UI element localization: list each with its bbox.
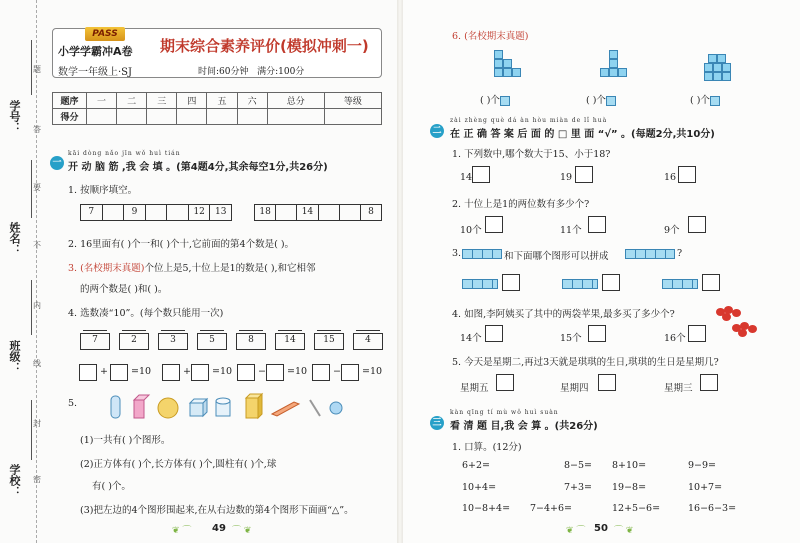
section-3-title: 看 清 题 目,我 会 算 。(共26分) [450, 421, 598, 432]
check-box[interactable] [485, 325, 503, 342]
calc-item[interactable]: 16−6−3= [688, 503, 737, 514]
subject-label: 数学一年级上·SJ [58, 67, 133, 78]
number-card-value: 14 [284, 335, 296, 345]
leaf-icon: ⌒ ❦ [232, 526, 252, 536]
student-id-label: 学号： [8, 100, 21, 133]
unit-cube-icon [710, 96, 720, 106]
fold-mark: 封 [33, 419, 41, 428]
answer-box[interactable] [237, 364, 255, 381]
option-label: 14 [460, 172, 473, 183]
score-header-cell: 总分 [267, 93, 324, 109]
number-card [80, 330, 110, 350]
section-3-badge: 三 [430, 416, 444, 430]
exam-time-score [198, 64, 304, 77]
check-box[interactable] [588, 216, 606, 233]
section-3-pinyin: kàn qīng tí mù wǒ huì suàn [450, 409, 559, 416]
check-box[interactable] [575, 166, 593, 183]
fold-mark: 线 [33, 359, 41, 368]
block-option-icon [562, 279, 598, 289]
question-1-5: 5. [68, 398, 78, 409]
answer-box[interactable] [266, 364, 284, 381]
check-box[interactable] [472, 166, 490, 183]
cube-count-2 [586, 92, 616, 106]
equals-ten: =10 [212, 366, 233, 377]
question-1-5-3: (3)把左边的4个图形围起来,在从右边数的第4个图形下面画“△”。 [80, 505, 354, 516]
section-1-title: 开 动 脑 筋 ,我 会 填 。(第4题4分,其余每空1分,共26分) [68, 162, 328, 173]
score-header-cell: 一 [87, 93, 117, 109]
question-1-3-text: 个位上是5,十位上是1的数是( ),和它相邻 [144, 263, 316, 274]
check-box[interactable] [485, 216, 503, 233]
exam-title: 期末综合素养评价(模拟冲刺一) [160, 37, 369, 55]
check-box[interactable] [702, 274, 720, 291]
sequence-cell[interactable] [167, 205, 189, 220]
stick-icon [310, 400, 320, 416]
calc-item[interactable]: 8−5= [564, 460, 593, 471]
number-card-value: 8 [248, 335, 254, 345]
section-1-badge: 一 [50, 156, 64, 170]
score-table-header-row [53, 93, 382, 109]
question-2-1: 1. 下列数中,哪个数大于15、小于18? [452, 149, 611, 160]
score-cell[interactable] [207, 109, 237, 125]
question-1-4: 4. 选数凑“10”。(每个数只能用一次) [68, 308, 224, 319]
cube-stack-3 [704, 54, 734, 82]
school-blank[interactable] [31, 400, 32, 460]
leaf-icon: ⌒ ❦ [614, 526, 634, 536]
check-box[interactable] [598, 374, 616, 391]
score-header-cell: 四 [177, 93, 207, 109]
number-card [236, 330, 266, 350]
long-block-strip-icon [625, 249, 675, 259]
question-1-5-1: (1)一共有( )个图形。 [80, 435, 171, 446]
pink-cuboid-icon [134, 395, 149, 418]
question-1-5-2: (2)正方体有( )个,长方体有( )个,圆柱有( )个,球 [80, 459, 277, 470]
class-blank[interactable] [31, 280, 32, 335]
sequence-cell[interactable] [146, 205, 168, 220]
seal-line [36, 0, 37, 543]
question-1-3-cont: 的两个数是( )和( )。 [80, 284, 168, 295]
cube-count-1 [480, 92, 510, 106]
cube-icon [190, 399, 207, 416]
calc-item[interactable]: 12+5−6= [612, 503, 661, 514]
question-tag: 3. (名校期末真题) [68, 263, 145, 274]
sequence-cell: 12 [189, 205, 211, 220]
section-2-badge: 二 [430, 124, 444, 138]
pass-logo: PASS [85, 27, 125, 41]
answer-box[interactable] [79, 364, 97, 381]
operator: + [183, 366, 191, 377]
shapes-row [106, 392, 356, 422]
number-card [353, 330, 383, 350]
exam-full-score: 满分:100分 [257, 67, 305, 77]
question-6-tag: 6. (名校期末真题) [452, 31, 529, 42]
check-box[interactable] [688, 325, 706, 342]
block-strip-icon [462, 249, 502, 259]
sequence-box-2 [254, 204, 382, 221]
fold-mark: 内 [33, 301, 41, 310]
section-2-title: 在 正 确 答 案 后 面 的 □ 里 面 “√” 。(每题2分,共10分) [450, 129, 715, 140]
answer-box[interactable] [341, 364, 359, 381]
leaf-icon: ❦ ⌒ [566, 526, 586, 536]
answer-box[interactable] [191, 364, 209, 381]
fold-mark: 题 [33, 65, 41, 74]
equals-ten: =10 [287, 366, 308, 377]
cube-stack-2 [600, 50, 630, 80]
check-box[interactable] [588, 325, 606, 342]
option-label: 10个 [460, 225, 482, 236]
answer-box[interactable] [110, 364, 128, 381]
answer-box[interactable] [162, 364, 180, 381]
calc-item[interactable]: 10+7= [688, 482, 723, 493]
check-box[interactable] [602, 274, 620, 291]
cube-stack-1 [494, 50, 524, 80]
calc-item[interactable]: 7−4+6= [530, 503, 573, 514]
check-box[interactable] [496, 374, 514, 391]
section-1-pinyin: kāi dòng nǎo jīn wǒ huì tián [68, 150, 181, 157]
unit-cube-icon [606, 96, 616, 106]
sequence-cell: 8 [368, 207, 374, 217]
student-id-blank[interactable] [31, 40, 32, 95]
score-cell[interactable] [324, 109, 381, 125]
sequence-cell: 13 [215, 207, 227, 217]
question-3-1: 1. 口算。(12分) [452, 442, 522, 453]
score-header-cell: 等级 [324, 93, 381, 109]
number-card-value: 15 [323, 335, 335, 345]
equals-ten: =10 [362, 366, 383, 377]
leaf-icon: ❦ ⌒ [172, 526, 192, 536]
question-1-1: 1. 按顺序填空。 [68, 185, 138, 196]
fold-mark: 不 [33, 241, 41, 250]
number-card-value: 3 [170, 335, 176, 345]
cube-count-blank[interactable]: ( )个 [690, 95, 710, 106]
question-1-5-2b: 有( )个。 [92, 481, 131, 492]
section-2-pinyin: zài zhèng què dá àn hòu miàn de lǐ huà [450, 117, 608, 124]
score-cell[interactable] [237, 109, 267, 125]
question-2-3-num: 3. [452, 248, 462, 259]
number-card [158, 330, 188, 350]
sequence-cell: 18 [255, 205, 276, 220]
number-card [197, 330, 227, 350]
score-header-cell: 三 [147, 93, 177, 109]
fold-mark: 要 [33, 183, 41, 192]
sequence-cell[interactable] [319, 205, 340, 220]
option-label: 19 [560, 172, 573, 183]
cube-count-blank[interactable]: ( )个 [480, 95, 500, 106]
calc-item[interactable]: 6+2= [462, 460, 491, 471]
cube-count-3 [690, 92, 720, 106]
question-2-4: 4. 如图,李阿姨买了其中的两袋苹果,最多买了多少个? [452, 309, 675, 320]
sequence-cell: 9 [124, 205, 146, 220]
question-1-3 [68, 260, 316, 274]
cylinder-icon [216, 398, 230, 416]
score-header-cell: 六 [237, 93, 267, 109]
calc-item[interactable]: 19−8= [612, 482, 647, 493]
sequence-cell: 14 [297, 205, 318, 220]
right-page [400, 0, 800, 543]
option-label: 15个 [560, 333, 582, 344]
question-2-5: 5. 今天是星期二,再过3天就是琪琪的生日,琪琪的生日是星期几? [452, 357, 719, 368]
cube-count-blank[interactable]: ( )个 [586, 95, 606, 106]
option-label: 9个 [664, 225, 680, 236]
score-header-cell: 二 [117, 93, 147, 109]
score-cell[interactable] [147, 109, 177, 125]
number-card [275, 330, 305, 350]
class-label: 班级： [8, 340, 21, 373]
number-card-value: 7 [92, 335, 98, 345]
number-card-value: 4 [365, 335, 371, 345]
flat-cuboid-icon [272, 402, 299, 416]
score-cell[interactable] [87, 109, 117, 125]
fold-mark: 答 [33, 125, 41, 134]
number-card [314, 330, 344, 350]
calc-item[interactable]: 10+4= [462, 482, 497, 493]
question-2-2: 2. 十位上是1的两位数有多少个? [452, 199, 590, 210]
check-box[interactable] [700, 374, 718, 391]
answer-box[interactable] [312, 364, 330, 381]
score-table-score-row [53, 109, 382, 125]
score-cell[interactable] [177, 109, 207, 125]
sequence-cell[interactable] [103, 205, 125, 220]
question-2-3-text: 和下面哪个图形可以拼成 [504, 251, 609, 262]
sphere-icon [158, 398, 178, 418]
exam-time: 时间:60分钟 [198, 67, 249, 77]
calc-item[interactable]: 10−8+4= [462, 503, 511, 514]
check-box[interactable] [502, 274, 520, 291]
question-1-2: 2. 16里面有( )个一和( )个十,它前面的第4个数是( )。 [68, 239, 295, 250]
series-name: 小学学霸冲A卷 [58, 45, 133, 58]
page-number-right: 50 [594, 523, 608, 534]
option-label: 14个 [460, 333, 482, 344]
score-cell[interactable] [117, 109, 147, 125]
student-name-blank[interactable] [31, 160, 32, 218]
number-card [119, 330, 149, 350]
option-label: 星期四 [560, 383, 589, 394]
calc-item[interactable]: 9−9= [688, 460, 717, 471]
calc-item[interactable]: 7+3= [564, 482, 593, 493]
sequence-box-1 [80, 204, 232, 221]
check-box[interactable] [688, 216, 706, 233]
score-cell[interactable] [267, 109, 324, 125]
question-6 [452, 28, 529, 42]
page-number-left: 49 [212, 523, 226, 534]
question-2-3-end: ? [677, 248, 683, 259]
block-option-icon [662, 279, 698, 289]
unit-cube-icon [500, 96, 510, 106]
block-option-icon [462, 279, 498, 289]
apple-bag-icon [730, 318, 760, 340]
operator: − [333, 366, 341, 377]
option-label: 星期五 [460, 383, 489, 394]
school-label: 学校： [8, 464, 21, 497]
option-label: 16个 [664, 333, 686, 344]
score-header-cell: 题序 [53, 93, 87, 109]
fold-mark: 密 [33, 475, 41, 484]
option-label: 星期三 [664, 383, 693, 394]
number-card-value: 5 [209, 335, 215, 345]
sequence-cell[interactable] [276, 205, 297, 220]
operator: − [258, 366, 266, 377]
score-header-cell: 五 [207, 93, 237, 109]
tall-cuboid-icon [246, 394, 262, 418]
score-row-label: 得分 [53, 109, 87, 125]
score-table [52, 92, 382, 125]
calc-item[interactable]: 8+10= [612, 460, 647, 471]
option-label: 11个 [560, 225, 582, 236]
number-card-value: 2 [131, 335, 137, 345]
sequence-cell: 7 [81, 205, 103, 220]
small-sphere-icon [330, 402, 342, 414]
sequence-cell[interactable] [340, 205, 361, 220]
equals-ten: =10 [131, 366, 152, 377]
book-spine [397, 0, 403, 543]
operator: + [100, 366, 108, 377]
check-box[interactable] [678, 166, 696, 183]
student-name-label: 姓名： [8, 222, 21, 255]
option-label: 16 [664, 172, 677, 183]
test-tube-cylinder-icon [111, 396, 120, 418]
